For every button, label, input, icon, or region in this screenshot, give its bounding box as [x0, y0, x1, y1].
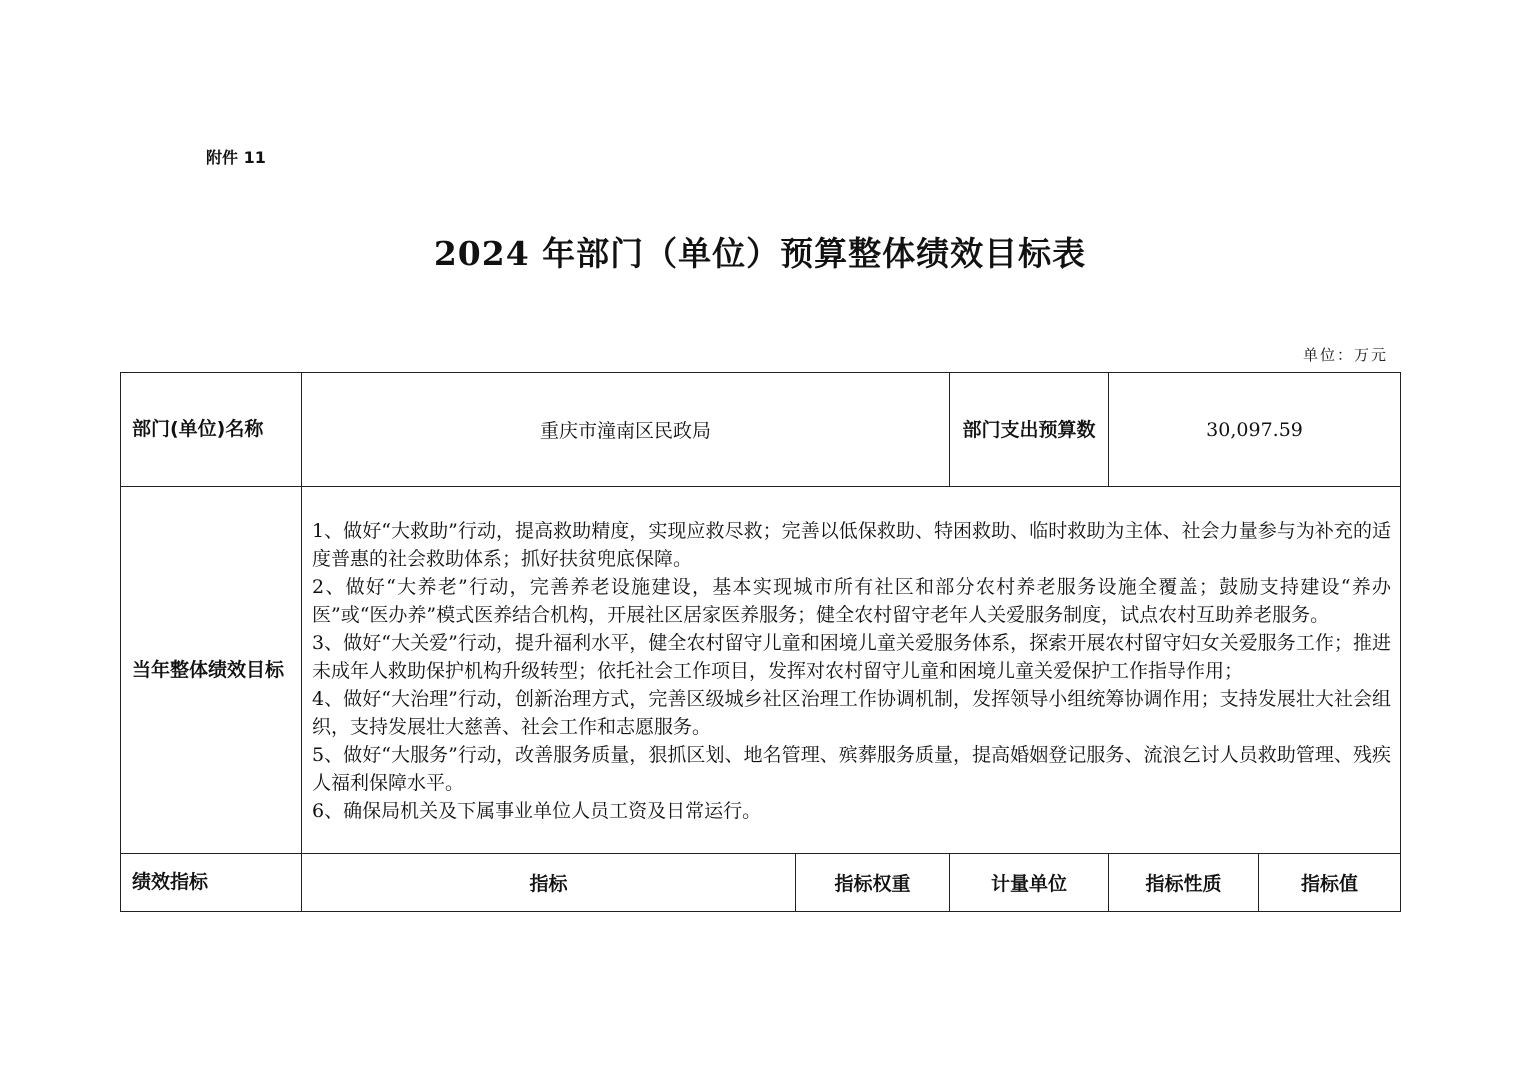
page-title: 2024 年部门（单位）预算整体绩效目标表	[433, 234, 1087, 273]
budget-value: 30,097.59	[1109, 373, 1401, 487]
dept-row	[121, 373, 1401, 487]
goal-item: 4、做好“大治理”行动，创新治理方式，完善区级城乡社区治理工作协调机制，发挥领导小组统筹协调作用；支持发展壮大社会组织，支持发展壮大慈善、社会工作和志愿服务。	[312, 688, 1392, 738]
indicator-header-row	[121, 854, 1401, 912]
goals-content	[302, 487, 1401, 854]
dept-name-label: 部门(单位)名称	[121, 373, 302, 487]
col-unit: 计量单位	[950, 854, 1109, 912]
col-nature: 指标性质	[1109, 854, 1259, 912]
performance-table	[120, 372, 1401, 912]
col-indicator: 指标	[302, 854, 796, 912]
goal-item: 2、做好“大养老”行动，完善养老设施建设，基本实现城市所有社区和部分农村养老服务设施全覆盖；鼓励支持建设“养办医”或“医办养”模式医养结合机构，开展社区居家医养服务；健全农村留守老年人关爱服务制度，试点农村互助养老服务。	[312, 576, 1392, 626]
budget-label: 部门支出预算数	[950, 373, 1109, 487]
goals-row	[121, 487, 1401, 854]
goal-item: 5、做好“大服务”行动，改善服务质量，狠抓区划、地名管理、殡葬服务质量，提高婚姻登记服务、流浪乞讨人员救助管理、残疾人福利保障水平。	[312, 744, 1392, 794]
dept-name-value: 重庆市潼南区民政局	[302, 373, 950, 487]
col-weight: 指标权重	[796, 854, 950, 912]
goal-item: 6、确保局机关及下属事业单位人员工资及日常运行。	[312, 800, 762, 822]
goal-item: 3、做好“大关爱”行动，提升福利水平，健全农村留守儿童和困境儿童关爱服务体系，探索开展农村留守妇女关爱服务工作；推进未成年人救助保护机构升级转型；依托社会工作项目，发挥对农村留守儿童和困境儿童关爱保护工作指导作用；	[312, 632, 1392, 682]
attachment-number: 附件 11	[206, 148, 266, 167]
col-value: 指标值	[1259, 854, 1401, 912]
indicators-label: 绩效指标	[121, 854, 302, 912]
unit-label: 单位：万元	[1302, 346, 1388, 364]
goals-label: 当年整体绩效目标	[121, 487, 302, 854]
goal-item: 1、做好“大救助”行动，提高救助精度，实现应救尽救；完善以低保救助、特困救助、临时救助为主体、社会力量参与为补充的适度普惠的社会救助体系；抓好扶贫兜底保障。	[312, 520, 1392, 570]
